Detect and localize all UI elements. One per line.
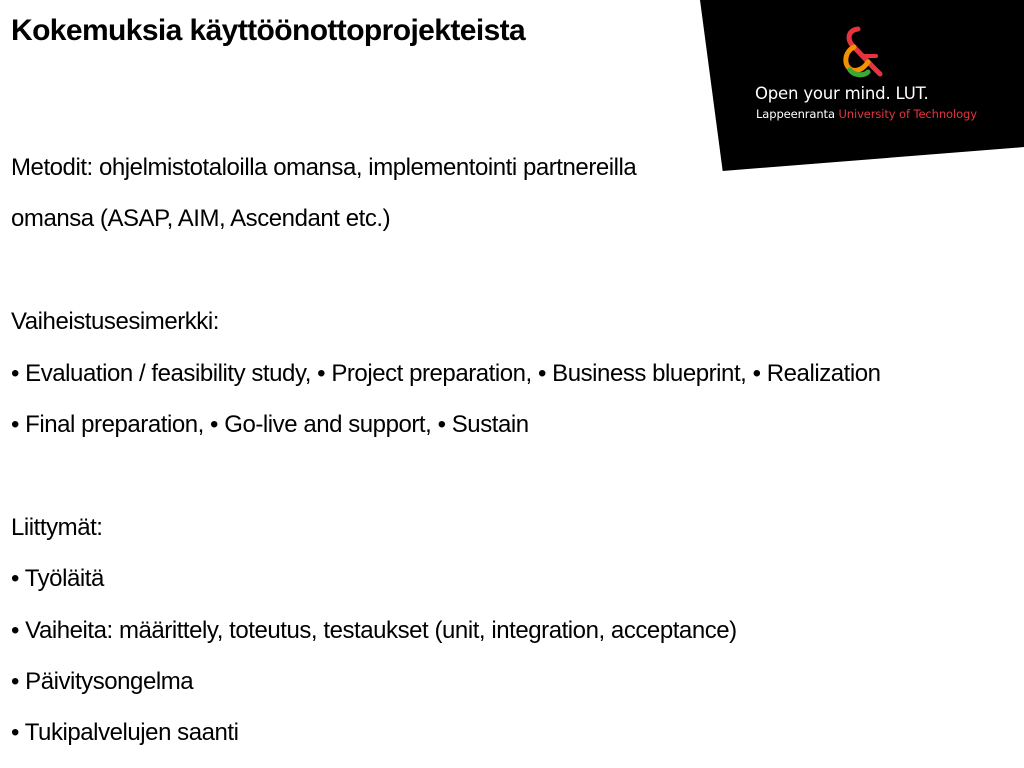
methods-line-1: Metodit: ohjelmistotaloilla omansa, implementointi partnereilla bbox=[11, 154, 637, 181]
interfaces-item: • Vaiheita: määrittely, toteutus, testaukset (unit, integration, acceptance) bbox=[11, 616, 737, 644]
interfaces-item: • Päivitysongelma bbox=[11, 667, 194, 695]
logo-slogan: Open your mind. LUT. bbox=[755, 84, 929, 103]
logo-city: Lappeenranta bbox=[756, 107, 835, 121]
lut-ampersand-logo-icon bbox=[838, 26, 886, 80]
slide-title: Kokemuksia käyttöönottoprojekteista bbox=[11, 14, 526, 47]
phases-heading: Vaiheistusesimerkki: bbox=[11, 308, 219, 336]
spacer bbox=[11, 245, 1011, 296]
logo-university: University of Technology bbox=[838, 107, 977, 121]
spacer bbox=[11, 450, 1011, 501]
methods-line-2: omansa (ASAP, AIM, Ascendant etc.) bbox=[11, 205, 391, 233]
interfaces-item: • Tukipalvelujen saanti bbox=[11, 719, 239, 747]
slide-content bbox=[11, 142, 1011, 759]
phases-line-1: • Evaluation / feasibility study, • Project preparation, • Business blueprint, • Realization bbox=[11, 359, 881, 387]
interfaces-item: • Työläitä bbox=[11, 565, 104, 593]
phases-line-2: • Final preparation, • Go-live and support, • Sustain bbox=[11, 410, 529, 438]
logo-university-name bbox=[756, 107, 977, 121]
interfaces-heading: Liittymät: bbox=[11, 513, 103, 541]
